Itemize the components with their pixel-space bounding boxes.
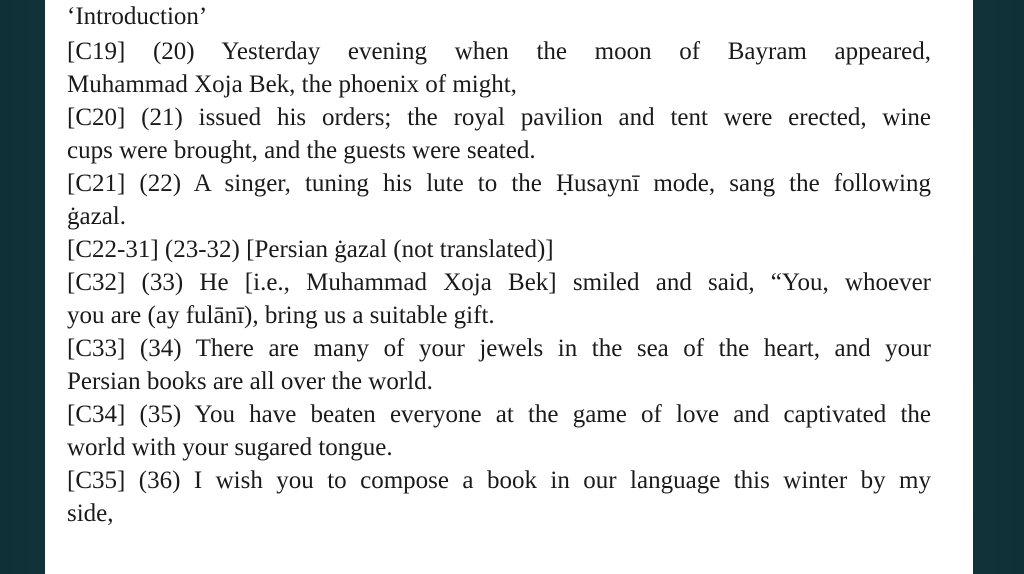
- verse-c22-31: [67, 233, 931, 266]
- verse-c34: [67, 398, 931, 464]
- text-line: Persian books are all over the world.: [67, 368, 433, 395]
- verse-c21: [67, 167, 931, 233]
- verse-c35: [67, 464, 931, 530]
- text-line: cups were brought, and the guests were seated.: [67, 137, 536, 164]
- text-line: [C21] (22) A singer, tuning his lute to the Ḥusaynī mode, sang the following: [67, 170, 931, 197]
- text-line: [C33] (34) There are many of your jewels in the sea of the heart, and your: [67, 335, 931, 362]
- document-text: [67, 0, 931, 530]
- text-line: [C19] (20) Yesterday evening when the moon of Bayram appeared,: [67, 38, 931, 65]
- verse-c32: [67, 266, 931, 332]
- verse-c33: [67, 332, 931, 398]
- text-line: side,: [67, 500, 114, 527]
- text-line: ġazal.: [67, 203, 126, 230]
- text-line: [C20] (21) issued his orders; the royal pavilion and tent were erected, wine: [67, 104, 931, 131]
- verse-c20: [67, 101, 931, 167]
- text-line: [C35] (36) I wish you to compose a book in our language this winter by my: [67, 467, 931, 494]
- verse-c19: [67, 35, 931, 101]
- text-line: [C22-31] (23-32) [Persian ġazal (not translated)]: [67, 236, 554, 263]
- section-heading: ‘Introduction’: [67, 3, 208, 30]
- text-line: you are (ay fulānī), bring us a suitable gift.: [67, 302, 495, 329]
- text-line: Muhammad Xoja Bek, the phoenix of might,: [67, 71, 517, 98]
- text-line: [C34] (35) You have beaten everyone at the game of love and captivated the: [67, 401, 931, 428]
- slide-page: [45, 0, 973, 574]
- text-line: [C32] (33) He [i.e., Muhammad Xoja Bek] smiled and said, “You, whoever: [67, 269, 931, 296]
- text-line: world with your sugared tongue.: [67, 434, 393, 461]
